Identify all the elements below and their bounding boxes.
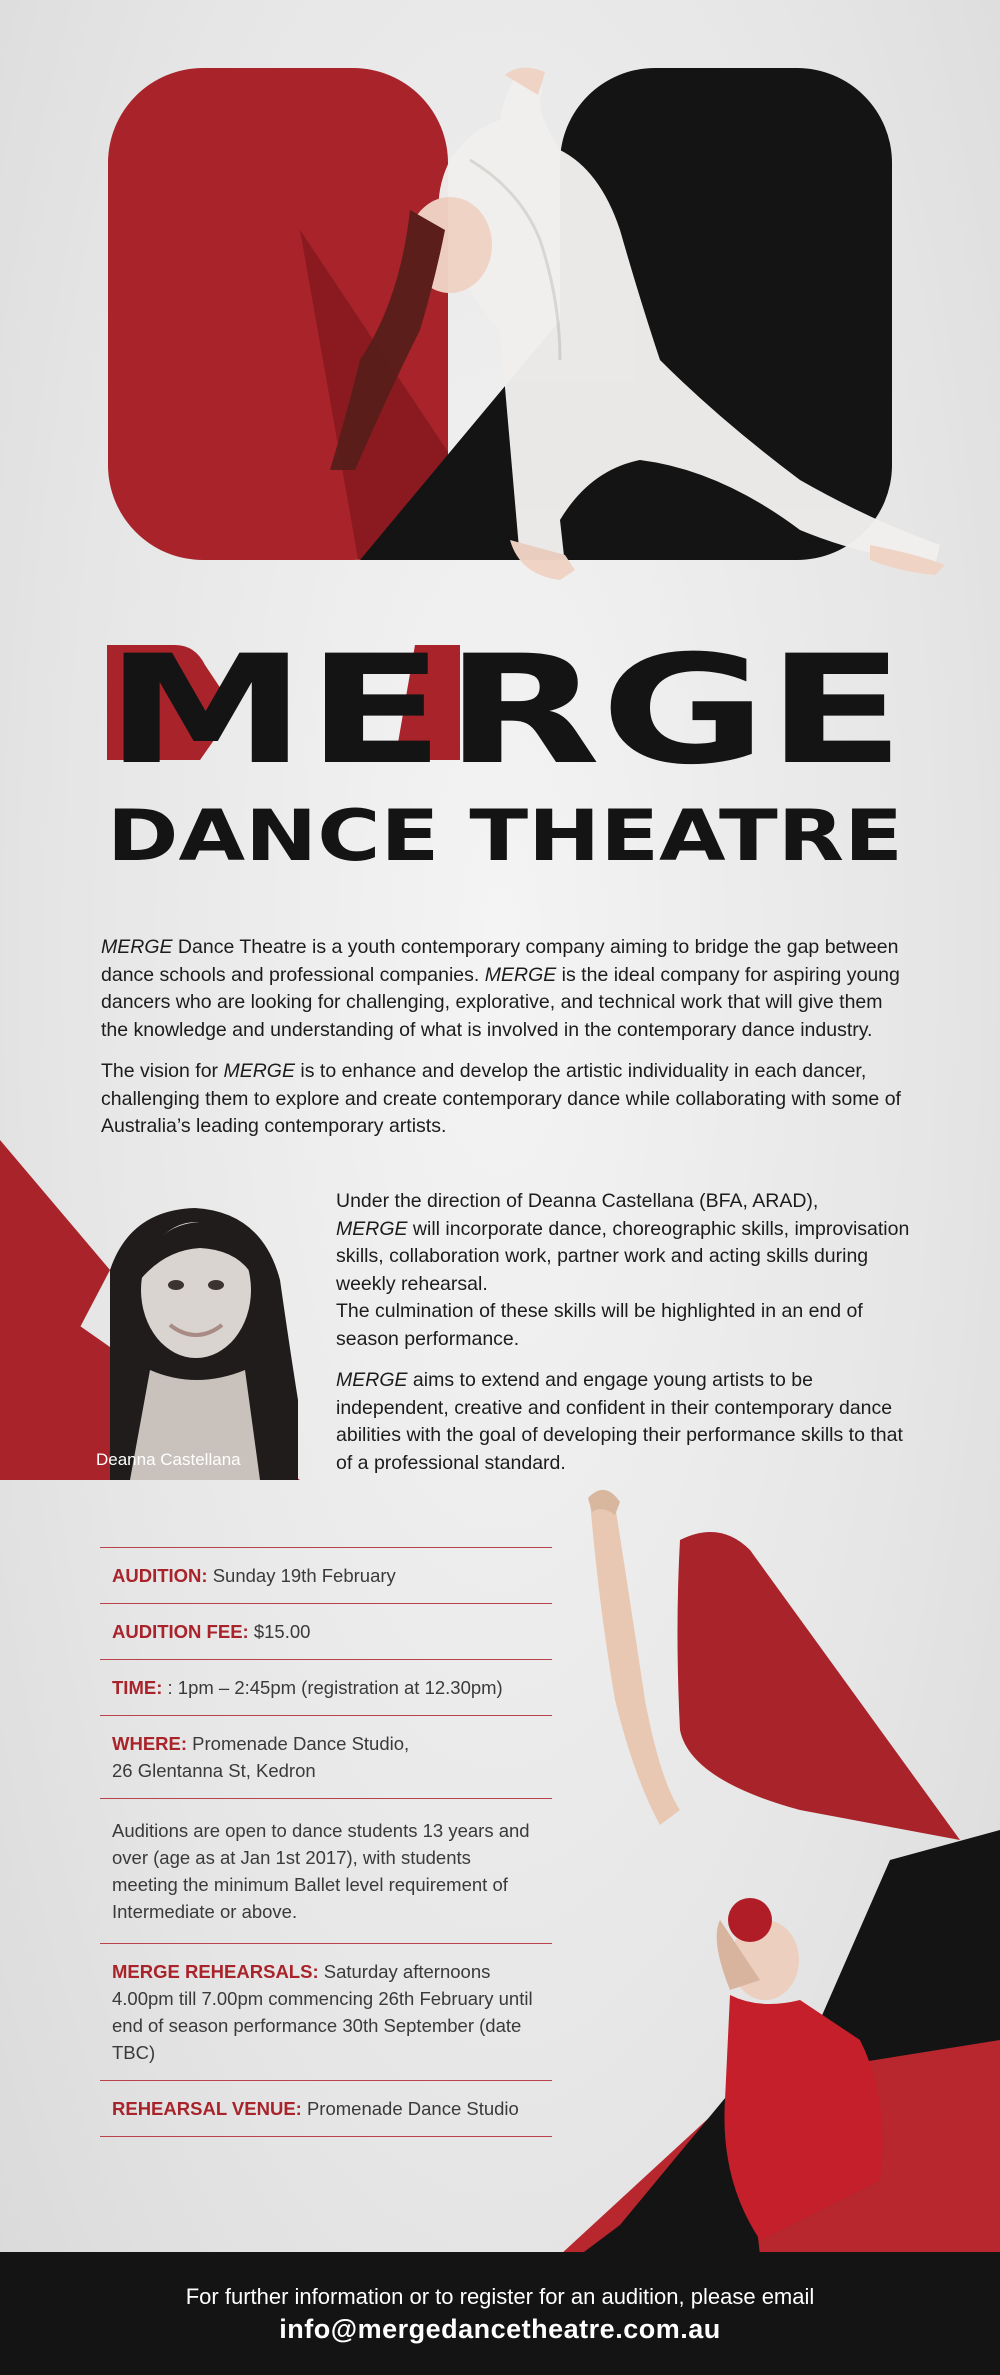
info-row-venue: REHEARSAL VENUE: Promenade Dance Studio	[100, 2080, 552, 2137]
photo-caption: Deanna Castellana	[96, 1450, 241, 1469]
director-portrait	[0, 1140, 320, 1480]
logo-word: MERGE	[105, 640, 905, 798]
info-row-fee: AUDITION FEE: $15.00	[100, 1603, 552, 1659]
hero-m-dancer-graphic	[0, 0, 1000, 600]
info-row-audition: AUDITION: Sunday 19th February	[100, 1547, 552, 1603]
footer	[0, 2252, 1000, 2375]
contact-email-link[interactable]: info@mergedancetheatre.com.au	[279, 2314, 721, 2344]
audition-info-table	[100, 1547, 552, 2137]
info-row-where: WHERE: Promenade Dance Studio, 26 Glentanna St, Kedron	[100, 1715, 552, 1798]
merge-logo	[105, 640, 905, 880]
bio-paragraph-2: MERGE aims to extend and engage young artists to be independent, creative and confident in their contemporary dance abilities with the goal of developing their performance skills to that of a professional standard.	[336, 1369, 903, 1474]
portrait-photo	[110, 1208, 298, 1480]
bio-text	[336, 1188, 916, 1491]
intro-paragraph-2: The vision for MERGE is to enhance and develop the artistic individuality in each dancer, challenging them to explore and create contemporary dance while collaborating with some of Australia’s leading contemporary artists.	[101, 1060, 901, 1137]
intro-text	[101, 934, 901, 1155]
footer-text: For further information or to register for an audition, please email	[185, 2284, 815, 2309]
bio-paragraph-1: Under the direction of Deanna Castellana (BFA, ARAD), MERGE will incorporate dance, choreographic skills, improvisation skills, collaboration work, partner work and acting skills during weekly rehearsal. The culmination of these skills will be highlighted in an end of season performance.	[336, 1190, 910, 1350]
info-row-time: TIME: : 1pm – 2:45pm (registration at 12.30pm)	[100, 1659, 552, 1715]
logo-subtitle: DANCE THEATRE	[107, 795, 903, 877]
info-row-rehearsals: MERGE REHEARSALS: Saturday afternoons 4.00pm till 7.00pm commencing 26th February until end of season performance 30th September (date TBC)	[100, 1943, 552, 2080]
intro-paragraph-1: MERGE Dance Theatre is a youth contemporary company aiming to bridge the gap between dance schools and professional companies. MERGE is the ideal company for aspiring young dancers who are looking for challenging, explorative, and technical work that will give them the knowledge and understanding of what is involved in the contemporary dance industry.	[101, 936, 900, 1041]
dancer-leg-graphic	[560, 1480, 1000, 2255]
info-row-eligibility: Auditions are open to dance students 13 years and over (age as at Jan 1st 2017), with students meeting the minimum Ballet level requirement of Intermediate or above.	[100, 1798, 552, 1943]
